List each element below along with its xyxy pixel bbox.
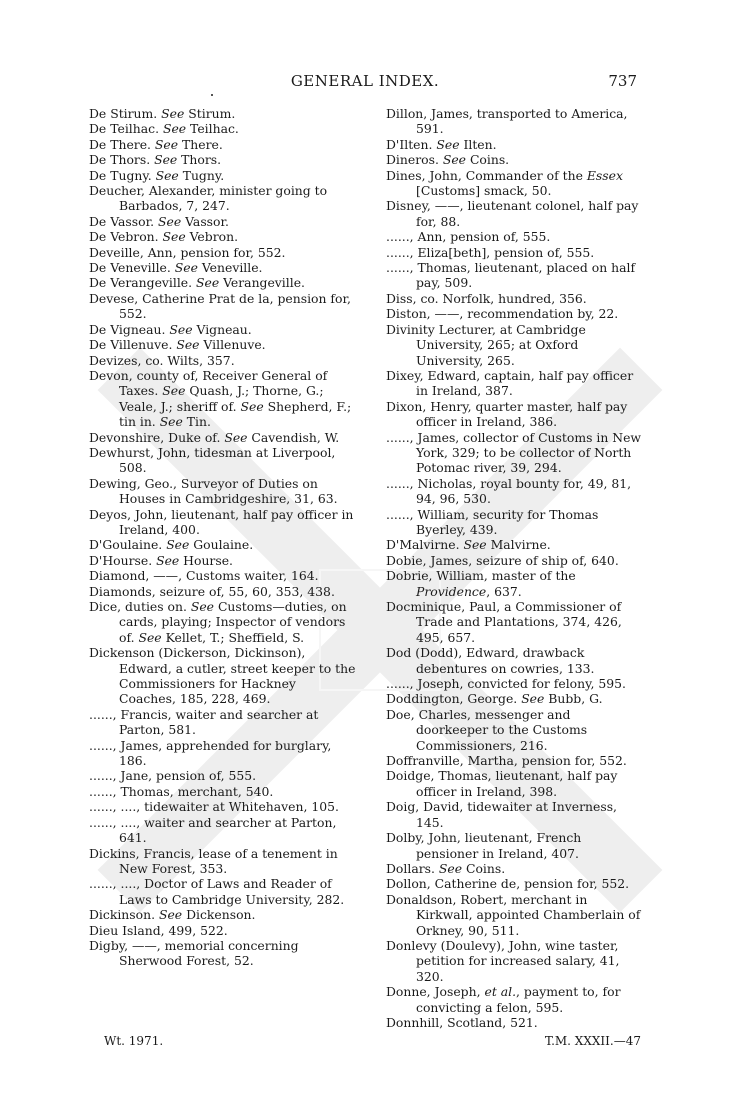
index-entry: ......, Jane, pension of, 555. — [89, 768, 257, 784]
index-column-right — [386, 106, 644, 1030]
index-entry: Docminique, Paul, a Commissioner of Trade and Plantations, 374, 426, 495, 657. — [386, 599, 622, 645]
index-entry: ......, ...., waiter and searcher at Parton, 641. — [89, 814, 337, 846]
index-entry: ......, Francis, waiter and searcher at Parton, 581. — [89, 706, 319, 738]
index-entry: D'Hourse. See Hourse. — [89, 552, 233, 568]
index-entry: Diamonds, seizure of, 55, 60, 353, 438. — [89, 583, 335, 599]
index-entry: Dolby, John, lieutenant, French pensioner in Ireland, 407. — [386, 830, 582, 861]
decorative-dot — [211, 94, 213, 96]
index-entry: Deyos, John, lieutenant, half pay officer in Ireland, 400. — [89, 506, 354, 537]
index-entry: Dod (Dodd), Edward, drawback debentures on cowries, 133. — [386, 645, 595, 676]
index-entry: Doidge, Thomas, lieutenant, half pay officer in Ireland, 398. — [386, 768, 618, 799]
page-number: 737 — [608, 72, 637, 90]
index-entry: ......, Thomas, merchant, 540. — [89, 783, 274, 799]
index-entry: Dewing, Geo., Surveyor of Duties on Houses in Cambridgeshire, 31, 63. — [89, 475, 338, 507]
footer-print-mark: Wt. 1971. — [104, 1034, 164, 1048]
index-entry: ......, Nicholas, royal bounty for, 49, 81, 94, 96, 530. — [386, 475, 632, 507]
index-entry: De Teilhac. See Teilhac. — [89, 121, 239, 137]
index-entry: ......, Joseph, convicted for felony, 595. — [386, 676, 626, 692]
index-entry: Doig, David, tidewaiter at Inverness, 145. — [386, 799, 617, 830]
index-entry: ......, Ann, pension of, 555. — [386, 229, 551, 245]
index-entry: Dixey, Edward, captain, half pay officer in Ireland, 387. — [386, 367, 634, 399]
index-entry: Dobie, James, seizure of ship of, 640. — [386, 552, 619, 568]
index-entry: Dobrie, William, master of the Providence, 637. — [386, 568, 576, 599]
index-entry: Donnhill, Scotland, 521. — [386, 1014, 538, 1030]
index-entry: Digby, ——, memorial concerning Sherwood Forest, 52. — [89, 937, 299, 969]
index-entry: Donlevy (Doulevy), John, wine taster, petition for increased salary, 41, 320. — [386, 937, 620, 984]
index-entry: ......, ...., tidewaiter at Whitehaven, 105. — [89, 799, 339, 815]
index-entry: Dewhurst, John, tidesman at Liverpool, 508. — [89, 444, 336, 476]
index-entry: Doe, Charles, messenger and doorkeeper to the Customs Commissioners, 216. — [386, 706, 588, 753]
index-entry: D'Ilten. See Ilten. — [386, 136, 497, 152]
index-column-left — [89, 106, 356, 969]
index-entry: Devizes, co. Wilts, 357. — [89, 352, 235, 368]
index-entry: ......, William, security for Thomas Byerley, 439. — [386, 506, 599, 537]
index-entry: Deucher, Alexander, minister going to Barbados, 7, 247. — [89, 183, 328, 214]
index-entry: Diamond, ——, Customs waiter, 164. — [89, 568, 319, 584]
index-entry: Devonshire, Duke of. See Cavendish, W. — [89, 429, 340, 445]
index-entry: Doddington, George. See Bubb, G. — [386, 691, 603, 707]
index-entry: Deveille, Ann, pension for, 552. — [89, 244, 286, 260]
index-entry: Donne, Joseph, et al., payment to, for convicting a felon, 595. — [386, 984, 621, 1015]
index-entry: Donaldson, Robert, merchant in Kirkwall, appointed Chamberlain of Orkney, 90, 511. — [386, 891, 641, 938]
index-entry: De Vebron. See Vebron. — [89, 229, 239, 245]
index-entry: ......, ...., Doctor of Laws and Reader of Laws to Cambridge University, 282. — [89, 876, 345, 907]
index-entry: De Stirum. See Stirum. — [89, 106, 236, 121]
index-entry: ......, James, apprehended for burglary, 186. — [89, 737, 332, 769]
index-entry: De Veneville. See Veneville. — [89, 260, 263, 276]
index-entry: De There. See There. — [89, 136, 223, 152]
index-entry: Diss, co. Norfolk, hundred, 356. — [386, 290, 587, 306]
index-entry: Dillon, James, transported to America, 591. — [386, 106, 628, 137]
index-entry: De Verangeville. See Verangeville. — [89, 275, 305, 291]
index-entry: Dieu Island, 499, 522. — [89, 922, 228, 938]
footer-volume-mark: T.M. XXXII.—47 — [544, 1034, 641, 1048]
index-entry: ......, Thomas, lieutenant, placed on half pay, 509. — [386, 260, 636, 291]
index-entry: Divinity Lecturer, at Cambridge University, 265; at Oxford University, 265. — [386, 321, 586, 368]
index-entry: Disney, ——, lieutenant colonel, half pay for, 88. — [386, 198, 639, 229]
index-entry: Devese, Catherine Prat de la, pension for, 552. — [89, 290, 351, 322]
index-entry: Devon, county of, Receiver General of Taxes. See Quash, J.; Thorne, G.; Veale, J.; sheriff of. See Shepherd, F.; tin in. See Tin. — [89, 367, 352, 430]
index-entry: Dice, duties on. See Customs—duties, on cards, playing; Inspector of vendors of. See Kellet, T.; Sheffield, S. — [89, 599, 347, 645]
index-entry: De Thors. See Thors. — [89, 152, 222, 168]
index-entry: D'Malvirne. See Malvirne. — [386, 537, 551, 553]
index-entry: Diston, ——, recommendation by, 22. — [386, 306, 619, 322]
index-entry: D'Goulaine. See Goulaine. — [89, 537, 254, 553]
page-header — [0, 72, 730, 96]
index-entry: Doffranville, Martha, pension for, 552. — [386, 753, 627, 769]
index-entry: Dines, John, Commander of the Essex [Customs] smack, 50. — [386, 167, 623, 199]
index-entry: Dineros. See Coins. — [386, 152, 510, 168]
page-title: GENERAL INDEX. — [290, 72, 440, 90]
index-entry: De Vigneau. See Vigneau. — [89, 321, 252, 337]
index-entry: Dollars. See Coins. — [386, 860, 506, 876]
index-entry: De Tugny. See Tugny. — [89, 167, 225, 183]
index-entry: Dickenson (Dickerson, Dickinson), Edward, a cutler, street keeper to the Commissioners for Hackney Coaches, 185, 228, 469. — [89, 645, 356, 707]
index-entry: Dollon, Catherine de, pension for, 552. — [386, 876, 630, 892]
index-entry: Dickinson. See Dickenson. — [89, 907, 256, 923]
index-entry: De Villenuve. See Villenuve. — [89, 337, 266, 353]
index-entry: Dixon, Henry, quarter master, half pay officer in Ireland, 386. — [386, 398, 628, 430]
index-entry: ......, James, collector of Customs in New York, 329; to be collector of North Potomac river, 39, 294. — [386, 429, 642, 476]
index-entry: ......, Eliza[beth], pension of, 555. — [386, 244, 595, 260]
index-entry: De Vassor. See Vassor. — [89, 213, 229, 229]
index-entry: Dickins, Francis, lease of a tenement in New Forest, 353. — [89, 845, 338, 876]
